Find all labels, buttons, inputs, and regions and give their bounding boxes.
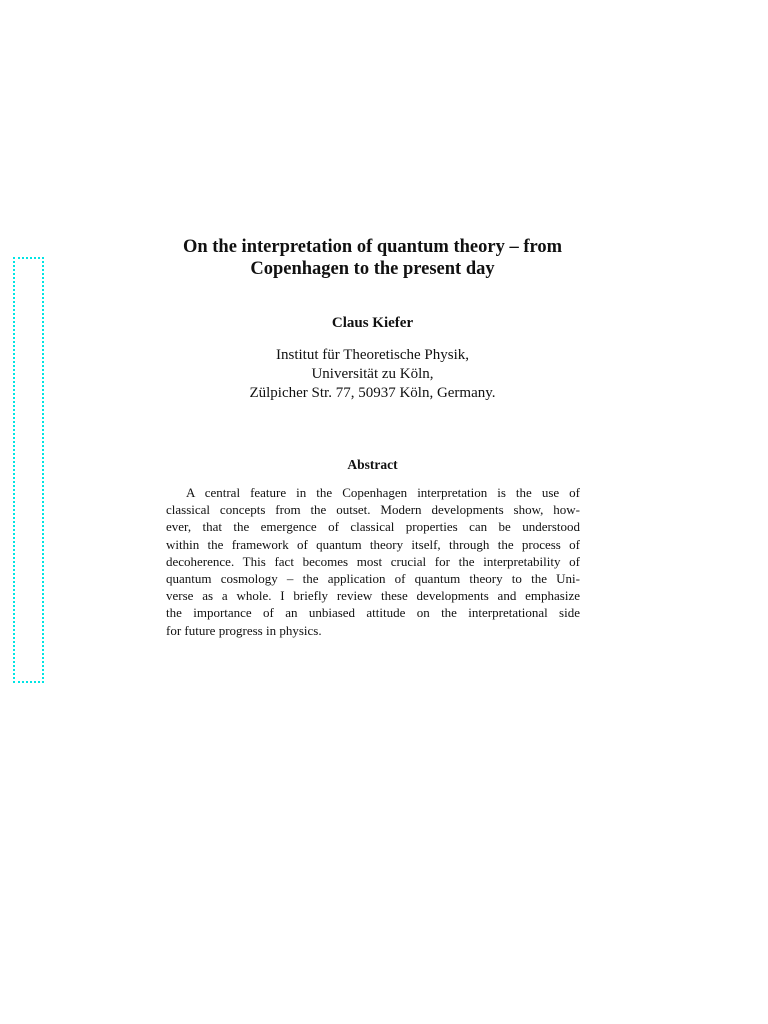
affiliation-line: Institut für Theoretische Physik,	[275, 347, 470, 363]
author-affiliation	[120, 346, 625, 403]
abstract-line: quantum cosmology – the application of quantum theory to the Uni-	[166, 571, 580, 587]
abstract-line: decoherence. This fact becomes most crucial for the interpretability of	[166, 553, 580, 569]
abstract-line: the importance of an unbiased attitude on the interpretational side	[166, 605, 580, 621]
paper-title	[120, 236, 625, 280]
arxiv-stamp-box	[13, 257, 44, 683]
abstract-line: ever, that the emergence of classical properties can be understood	[166, 519, 580, 535]
abstract-line: classical concepts from the outset. Modern developments show, how-	[166, 502, 580, 518]
abstract-line: verse as a whole. I briefly review these developments and emphasize	[166, 588, 580, 604]
abstract-line: A central feature in the Copenhagen interpretation is the use of	[186, 485, 580, 500]
affiliation-line: Zülpicher Str. 77, 50937 Köln, Germany.	[249, 385, 496, 401]
abstract-line: for future progress in physics.	[166, 622, 322, 638]
abstract-heading: Abstract	[347, 457, 398, 472]
affiliation-line: Universität zu Köln,	[311, 366, 434, 382]
title-line: On the interpretation of quantum theory – from	[182, 237, 563, 257]
abstract-line: within the framework of quantum theory itself, through the process of	[166, 536, 580, 552]
abstract-body	[166, 484, 580, 639]
title-line: Copenhagen to the present day	[250, 259, 495, 279]
author-name: Claus Kiefer	[331, 315, 414, 331]
